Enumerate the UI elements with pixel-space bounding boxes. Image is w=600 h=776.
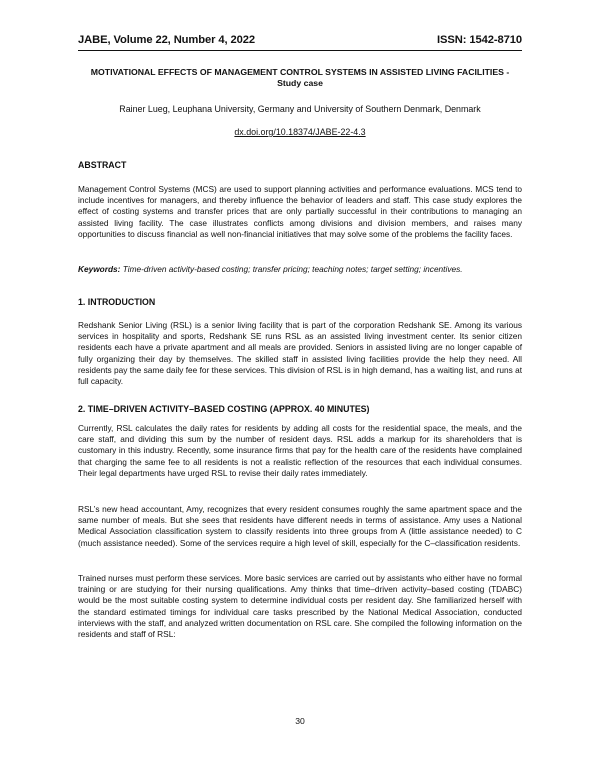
section-heading: 1. INTRODUCTION bbox=[78, 297, 156, 307]
keywords-label: Keywords: bbox=[78, 264, 121, 274]
doi-line bbox=[78, 127, 522, 137]
section-paragraph: RSL’s new head accountant, Amy, recognizes that every resident consumes roughly the same apartment space and the same number of meals. But she sees that residents have different needs in terms of assistance. Amy uses a National Medical Association classification system to classify residents into three groups from A (little assistance needed) to C (much assistance needed). Some of the services require a high level of skill, especially for the C–classification residents. bbox=[78, 504, 522, 548]
abstract-text: Management Control Systems (MCS) are used to support planning activities and performance evaluations. MCS tend to include incentives for managers, and thereby influence the behavior of leaders and staff. This case study explores the effect of costing systems and transfer prices that are only partially successful in their contributions to managing an assisted living facility. The case illustrates conflicts among divisions and division members, and raises many opportunities to discuss financial as well non-financial initiatives that may solve some of the problems the facility faces. bbox=[78, 184, 522, 239]
page-number: 30 bbox=[295, 716, 305, 726]
keywords-line bbox=[78, 264, 522, 275]
author-line: Rainer Lueg, Leuphana University, Germany and University of Southern Denmark, Denmark bbox=[119, 104, 481, 114]
header-rule bbox=[78, 50, 522, 51]
journal-name: JABE, Volume 22, Number 4, 2022 bbox=[78, 34, 256, 46]
section-paragraph: Redshank Senior Living (RSL) is a senior living facility that is part of the corporation Redshank SE. Among its various services in hospitality and sports, Redshank SE runs RSL as an assisted living investment center. Its senior citizen residents each have a private apartment and all meals are provided. Seniors in assisted living are no longer capable of fully organizing their day by themselves. The skilled staff in assisted living facilities provide the help they need. All residents pay the same daily fee for these services. This division of RSL is in high demand, has a waiting list, and runs at full capacity. bbox=[78, 320, 522, 387]
running-header bbox=[78, 34, 522, 46]
issn: ISSN: 1542-8710 bbox=[437, 34, 522, 46]
section-paragraph: Currently, RSL calculates the daily rates for residents by adding all costs for the residential space, the meals, and the care staff, and dividing this sum by the number of resident days. RSL adds a markup for its shareholders that is customary in this industry. Recently, some insurance firms that pay for the health care of the residents have complained that charging the same fee to all residents is not a realistic reflection of the resources that each individual consumes. Their legal departments have urged RSL to revise their daily rates immediately. bbox=[78, 423, 522, 478]
abstract-heading: ABSTRACT bbox=[78, 160, 127, 170]
section-heading: 2. TIME–DRIVEN ACTIVITY–BASED COSTING (APPROX. 40 MINUTES) bbox=[78, 404, 370, 414]
keywords-text: Time-driven activity-based costing; transfer pricing; teaching notes; target setting; incentives. bbox=[122, 264, 463, 274]
section-paragraph: Trained nurses must perform these services. More basic services are carried out by assistants who either have no formal training or are studying for their nursing qualifications. Amy thinks that time–driven activity–based costing (TDABC) would be the most suitable costing system to determine individual costs per resident day. She familiarized herself with the standard estimated timings for individual care tasks prescribed by the National Medical Association, conducted interviews with the staff, and analyzed written documentation on RSL care. She compiled the following information on the residents and staff of RSL: bbox=[78, 573, 522, 640]
article-title: MOTIVATIONAL EFFECTS OF MANAGEMENT CONTROL SYSTEMS IN ASSISTED LIVING FACILITIES - Study case bbox=[90, 67, 510, 88]
doi-link[interactable]: dx.doi.org/10.18374/JABE-22-4.3 bbox=[234, 127, 366, 137]
